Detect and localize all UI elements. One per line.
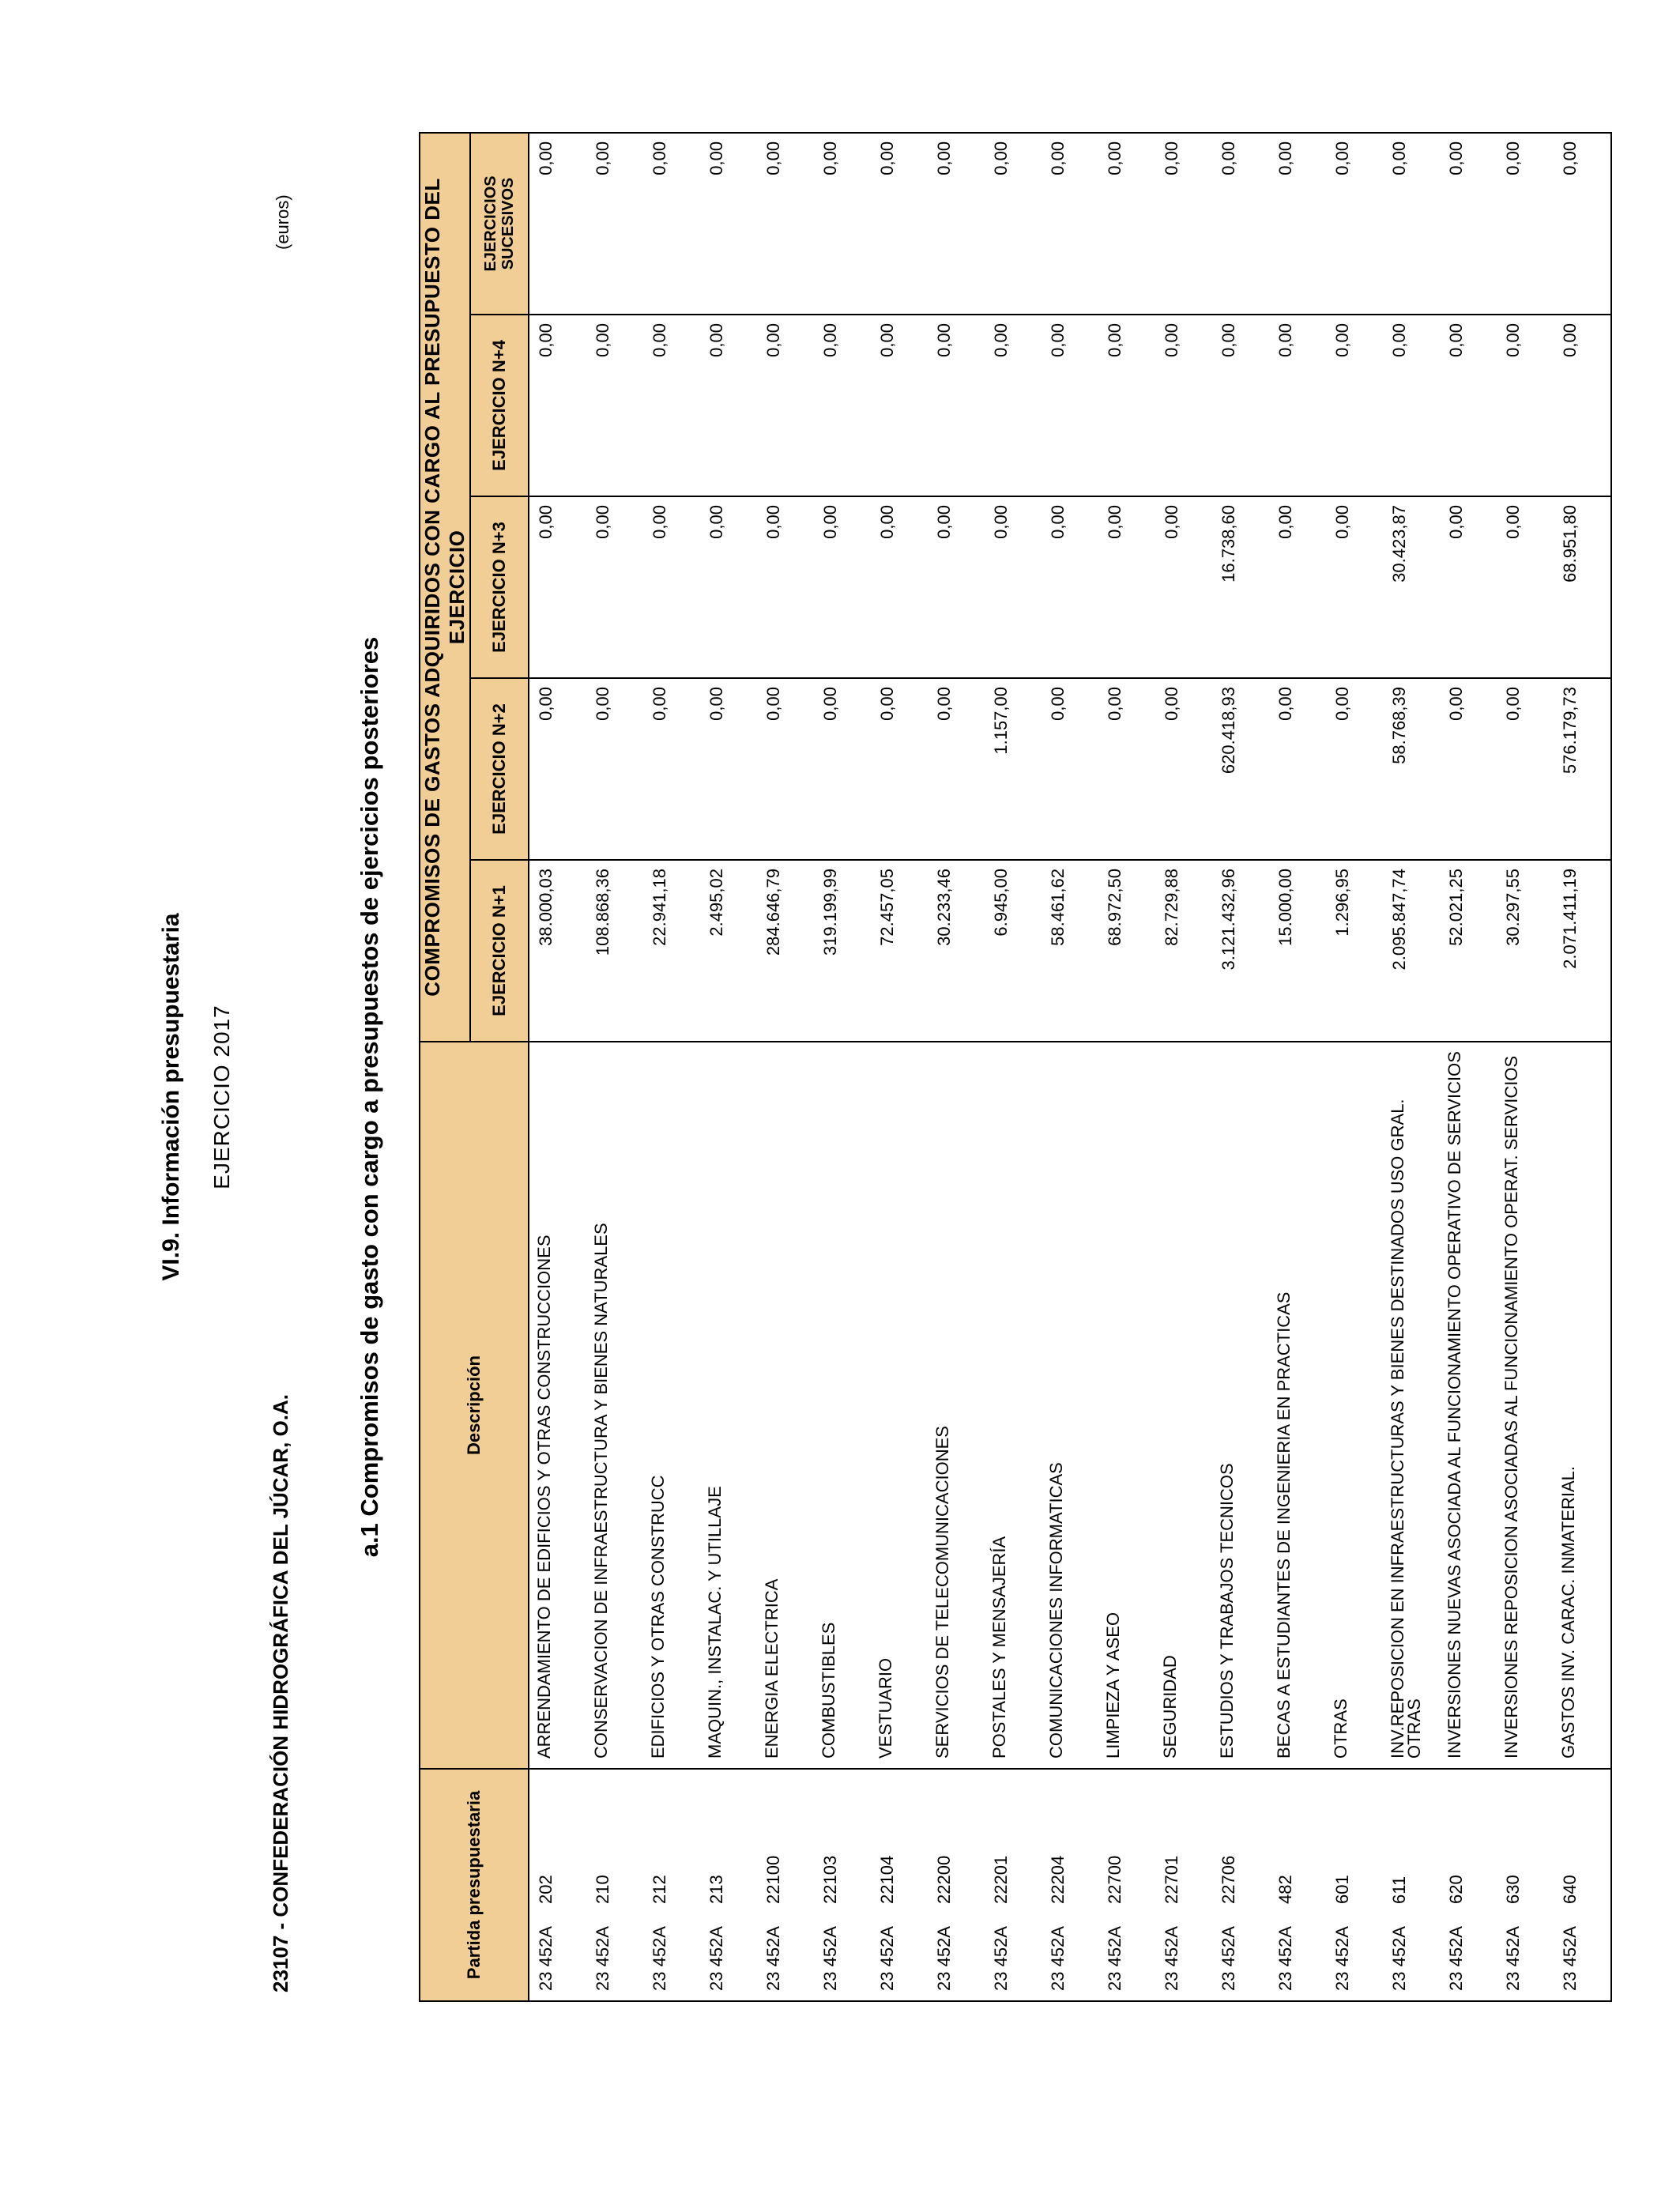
program-code: 23 452A	[763, 1926, 783, 1991]
amount-cell-suc: 0,00	[1155, 133, 1212, 315]
description-cell: ARRENDAMIENTO DE EDIFICIOS Y OTRAS CONSTRUCCIONES	[529, 1042, 586, 1769]
economic-code: 482	[1275, 1875, 1295, 1904]
amount-cell-suc: 0,00	[1326, 133, 1383, 315]
amount-cell-n2: 0,00	[1497, 678, 1554, 860]
economic-code: 620	[1446, 1875, 1466, 1904]
amount-cell-n2: 0,00	[1155, 678, 1212, 860]
amount-cell-n3: 0,00	[1155, 496, 1212, 678]
amount-cell-n2: 0,00	[1440, 678, 1497, 860]
fiscal-year: EJERCICIO 2017	[209, 1005, 234, 1189]
economic-code: 22204	[1048, 1855, 1068, 1904]
amount-cell-n4: 0,00	[1212, 315, 1269, 496]
amount-cell-n3: 0,00	[1269, 496, 1326, 678]
column-header-n1: EJERCICIO N+1	[470, 860, 529, 1042]
partida-cell	[1554, 1769, 1611, 2001]
amount-cell-n4: 0,00	[928, 315, 985, 496]
column-group-header: COMPROMISOS DE GASTOS ADQUIRIDOS CON CARGO AL PRESUPUESTO DEL EJERCICIO	[420, 133, 470, 1042]
amount-cell-n1: 22.941,18	[643, 860, 700, 1042]
economic-code: 210	[593, 1875, 612, 1904]
description-cell: ESTUDIOS Y TRABAJOS TECNICOS	[1212, 1042, 1269, 1769]
amount-cell-n1: 82.729,88	[1155, 860, 1212, 1042]
table-row	[1042, 133, 1098, 2001]
economic-code: 202	[536, 1875, 556, 1904]
amount-cell-suc: 0,00	[871, 133, 928, 315]
table-row	[529, 133, 586, 2001]
table-row	[757, 133, 814, 2001]
column-header-n2: EJERCICIO N+2	[470, 678, 529, 860]
amount-cell-n4: 0,00	[1269, 315, 1326, 496]
amount-cell-n4: 0,00	[814, 315, 871, 496]
partida-cell	[928, 1769, 985, 2001]
amount-cell-n1: 58.461,62	[1042, 860, 1098, 1042]
amount-cell-n2: 0,00	[1098, 678, 1155, 860]
column-header-partida: Partida presupuestaria	[420, 1769, 529, 2001]
amount-cell-n2: 0,00	[586, 678, 643, 860]
amount-cell-n3: 0,00	[871, 496, 928, 678]
amount-cell-suc: 0,00	[1098, 133, 1155, 315]
program-code: 23 452A	[1275, 1926, 1295, 1991]
table-row	[928, 133, 985, 2001]
amount-cell-n1: 6.945,00	[985, 860, 1042, 1042]
amount-cell-suc: 0,00	[1554, 133, 1611, 315]
table-row	[985, 133, 1042, 2001]
amount-cell-n3: 0,00	[1042, 496, 1098, 678]
amount-cell-n1: 319.199,99	[814, 860, 871, 1042]
table-body	[529, 133, 1611, 2001]
program-code: 23 452A	[1389, 1926, 1409, 1991]
amount-cell-suc: 0,00	[1383, 133, 1440, 315]
economic-code: 22103	[820, 1855, 840, 1904]
program-code: 23 452A	[1048, 1926, 1068, 1991]
amount-cell-n2: 1.157,00	[985, 678, 1042, 860]
column-header-n4: EJERCICIO N+4	[470, 315, 529, 496]
description-cell: VESTUARIO	[871, 1042, 928, 1769]
partida-cell	[757, 1769, 814, 2001]
partida-cell	[985, 1769, 1042, 2001]
amount-cell-n3: 0,00	[985, 496, 1042, 678]
economic-code: 611	[1389, 1875, 1409, 1904]
economic-code: 22706	[1219, 1855, 1238, 1904]
description-cell: INVERSIONES NUEVAS ASOCIADA AL FUNCIONAMIENTO OPERATIVO DE SERVICIOS	[1440, 1042, 1497, 1769]
amount-cell-n2: 0,00	[643, 678, 700, 860]
program-code: 23 452A	[1105, 1926, 1124, 1991]
amount-cell-n2: 0,00	[1042, 678, 1098, 860]
amount-cell-n3: 30.423,87	[1383, 496, 1440, 678]
description-cell: INV.REPOSICION EN INFRAESTRUCTURAS Y BIENES DESTINADOS USO GRAL. OTRAS	[1383, 1042, 1440, 1769]
amount-cell-suc: 0,00	[700, 133, 757, 315]
description-cell: SEGURIDAD	[1155, 1042, 1212, 1769]
program-code: 23 452A	[1503, 1926, 1523, 1991]
description-cell: BECAS A ESTUDIANTES DE INGENIERIA EN PRACTICAS	[1269, 1042, 1326, 1769]
amount-cell-n4: 0,00	[1326, 315, 1383, 496]
description-cell: OTRAS	[1326, 1042, 1383, 1769]
amount-cell-n4: 0,00	[1383, 315, 1440, 496]
program-code: 23 452A	[1162, 1926, 1181, 1991]
partida-cell	[1497, 1769, 1554, 2001]
partida-cell	[1383, 1769, 1440, 2001]
amount-cell-n1: 68.972,50	[1098, 860, 1155, 1042]
amount-cell-n4: 0,00	[1155, 315, 1212, 496]
amount-cell-n2: 0,00	[928, 678, 985, 860]
amount-cell-n2: 0,00	[700, 678, 757, 860]
economic-code: 22100	[763, 1855, 783, 1904]
economic-code: 22104	[877, 1855, 897, 1904]
amount-cell-n1: 1.296,95	[1326, 860, 1383, 1042]
amount-cell-n3: 0,00	[814, 496, 871, 678]
amount-cell-n3: 0,00	[928, 496, 985, 678]
amount-cell-n2: 0,00	[529, 678, 586, 860]
description-cell: MAQUIN., INSTALAC. Y UTILLAJE	[700, 1042, 757, 1769]
program-code: 23 452A	[1332, 1926, 1352, 1991]
amount-cell-n3: 0,00	[1497, 496, 1554, 678]
amount-cell-suc: 0,00	[1440, 133, 1497, 315]
amount-cell-n4: 0,00	[1440, 315, 1497, 496]
amount-cell-suc: 0,00	[928, 133, 985, 315]
table-row	[1440, 133, 1497, 2001]
partida-cell	[871, 1769, 928, 2001]
table-row	[643, 133, 700, 2001]
amount-cell-n1: 30.233,46	[928, 860, 985, 1042]
economic-code: 640	[1560, 1875, 1580, 1904]
description-cell: LIMPIEZA Y ASEO	[1098, 1042, 1155, 1769]
partida-cell	[1326, 1769, 1383, 2001]
amount-cell-suc: 0,00	[529, 133, 586, 315]
amount-cell-n4: 0,00	[1497, 315, 1554, 496]
program-code: 23 452A	[1560, 1926, 1580, 1991]
economic-code: 22701	[1162, 1855, 1181, 1904]
table-row	[1383, 133, 1440, 2001]
amount-cell-n4: 0,00	[985, 315, 1042, 496]
amount-cell-n3: 0,00	[757, 496, 814, 678]
description-cell: COMUNICACIONES INFORMATICAS	[1042, 1042, 1098, 1769]
amount-cell-n2: 0,00	[814, 678, 871, 860]
partida-cell	[1042, 1769, 1098, 2001]
table-row	[1098, 133, 1155, 2001]
description-cell: ENERGIA ELECTRICA	[757, 1042, 814, 1769]
amount-cell-n3: 0,00	[700, 496, 757, 678]
program-code: 23 452A	[1446, 1926, 1466, 1991]
amount-cell-n1: 2.495,02	[700, 860, 757, 1042]
column-header-descripcion: Descripción	[420, 1042, 529, 1769]
amount-cell-n3: 0,00	[1326, 496, 1383, 678]
partida-cell	[1212, 1769, 1269, 2001]
table-row	[1212, 133, 1269, 2001]
amount-cell-n3: 0,00	[586, 496, 643, 678]
amount-cell-n4: 0,00	[643, 315, 700, 496]
commitments-table	[419, 132, 1612, 2002]
table-row	[1155, 133, 1212, 2001]
amount-cell-n2: 0,00	[757, 678, 814, 860]
column-header-n3: EJERCICIO N+3	[470, 496, 529, 678]
program-code: 23 452A	[593, 1926, 612, 1991]
amount-cell-n2: 58.768,39	[1383, 678, 1440, 860]
amount-cell-suc: 0,00	[1497, 133, 1554, 315]
amount-cell-suc: 0,00	[985, 133, 1042, 315]
economic-code: 22700	[1105, 1855, 1124, 1904]
program-code: 23 452A	[934, 1926, 954, 1991]
program-code: 23 452A	[1219, 1926, 1238, 1991]
economic-code: 22200	[934, 1855, 954, 1904]
amount-cell-n1: 2.095.847,74	[1383, 860, 1440, 1042]
amount-cell-n1: 2.071.411,19	[1554, 860, 1611, 1042]
amount-cell-n1: 284.646,79	[757, 860, 814, 1042]
amount-cell-n3: 0,00	[529, 496, 586, 678]
amount-cell-n3: 68.951,80	[1554, 496, 1611, 678]
table-row	[814, 133, 871, 2001]
column-header-sucesivos: EJERCICIOS SUCESIVOS	[470, 133, 529, 315]
amount-cell-n3: 0,00	[1440, 496, 1497, 678]
amount-cell-n1: 15.000,00	[1269, 860, 1326, 1042]
amount-cell-suc: 0,00	[757, 133, 814, 315]
table-row	[871, 133, 928, 2001]
amount-cell-n4: 0,00	[700, 315, 757, 496]
partida-cell	[1440, 1769, 1497, 2001]
program-code: 23 452A	[536, 1926, 556, 1991]
partida-cell	[1155, 1769, 1212, 2001]
amount-cell-n2: 620.418,93	[1212, 678, 1269, 860]
table-row	[1497, 133, 1554, 2001]
amount-cell-n1: 30.297,55	[1497, 860, 1554, 1042]
economic-code: 630	[1503, 1875, 1523, 1904]
partida-cell	[1269, 1769, 1326, 2001]
economic-code: 212	[650, 1875, 669, 1904]
amount-cell-n2: 0,00	[1269, 678, 1326, 860]
amount-cell-n4: 0,00	[1554, 315, 1611, 496]
partida-cell	[700, 1769, 757, 2001]
economic-code: 213	[706, 1875, 726, 1904]
amount-cell-suc: 0,00	[643, 133, 700, 315]
amount-cell-n1: 108.868,36	[586, 860, 643, 1042]
description-cell: COMBUSTIBLES	[814, 1042, 871, 1769]
description-cell: CONSERVACION DE INFRAESTRUCTURA Y BIENES NATURALES	[586, 1042, 643, 1769]
table-row	[700, 133, 757, 2001]
amount-cell-n3: 16.738,60	[1212, 496, 1269, 678]
amount-cell-n4: 0,00	[529, 315, 586, 496]
amount-cell-n4: 0,00	[1042, 315, 1098, 496]
description-cell: INVERSIONES REPOSICION ASOCIADAS AL FUNCIONAMIENTO OPERAT. SERVICIOS	[1497, 1042, 1554, 1769]
amount-cell-suc: 0,00	[586, 133, 643, 315]
amount-cell-n3: 0,00	[643, 496, 700, 678]
amount-cell-suc: 0,00	[814, 133, 871, 315]
program-code: 23 452A	[650, 1926, 669, 1991]
amount-cell-n1: 72.457,05	[871, 860, 928, 1042]
amount-cell-n1: 38.000,03	[529, 860, 586, 1042]
description-cell: GASTOS INV. CARAC. INMATERIAL.	[1554, 1042, 1611, 1769]
document-title: VI.9. Información presupuestaria	[158, 913, 184, 1281]
description-cell: EDIFICIOS Y OTRAS CONSTRUCC	[643, 1042, 700, 1769]
amount-cell-n4: 0,00	[871, 315, 928, 496]
table-row	[1554, 133, 1611, 2001]
organization-name: 23107 - CONFEDERACIÓN HIDROGRÁFICA DEL JÚCAR, O.A.	[269, 1394, 292, 1992]
amount-cell-n2: 0,00	[1326, 678, 1383, 860]
description-cell: POSTALES Y MENSAJERÍA	[985, 1042, 1042, 1769]
table-row	[1269, 133, 1326, 2001]
amount-cell-n1: 3.121.432,96	[1212, 860, 1269, 1042]
amount-cell-n4: 0,00	[586, 315, 643, 496]
amount-cell-suc: 0,00	[1042, 133, 1098, 315]
program-code: 23 452A	[991, 1926, 1011, 1991]
program-code: 23 452A	[877, 1926, 897, 1991]
units-label: (euros)	[273, 194, 292, 250]
amount-cell-n4: 0,00	[757, 315, 814, 496]
table-row	[1326, 133, 1383, 2001]
amount-cell-n1: 52.021,25	[1440, 860, 1497, 1042]
amount-cell-n2: 576.179,73	[1554, 678, 1611, 860]
partida-cell	[1098, 1769, 1155, 2001]
amount-cell-n3: 0,00	[1098, 496, 1155, 678]
program-code: 23 452A	[706, 1926, 726, 1991]
partida-cell	[586, 1769, 643, 2001]
amount-cell-suc: 0,00	[1269, 133, 1326, 315]
partida-cell	[643, 1769, 700, 2001]
program-code: 23 452A	[820, 1926, 840, 1991]
economic-code: 601	[1332, 1875, 1352, 1904]
amount-cell-suc: 0,00	[1212, 133, 1269, 315]
description-cell: SERVICIOS DE TELECOMUNICACIONES	[928, 1042, 985, 1769]
partida-cell	[529, 1769, 586, 2001]
amount-cell-n2: 0,00	[871, 678, 928, 860]
section-title: a.1 Compromisos de gasto con cargo a presupuestos de ejercicios posteriores	[356, 636, 383, 1558]
table-row	[586, 133, 643, 2001]
economic-code: 22201	[991, 1855, 1011, 1904]
amount-cell-n4: 0,00	[1098, 315, 1155, 496]
partida-cell	[814, 1769, 871, 2001]
